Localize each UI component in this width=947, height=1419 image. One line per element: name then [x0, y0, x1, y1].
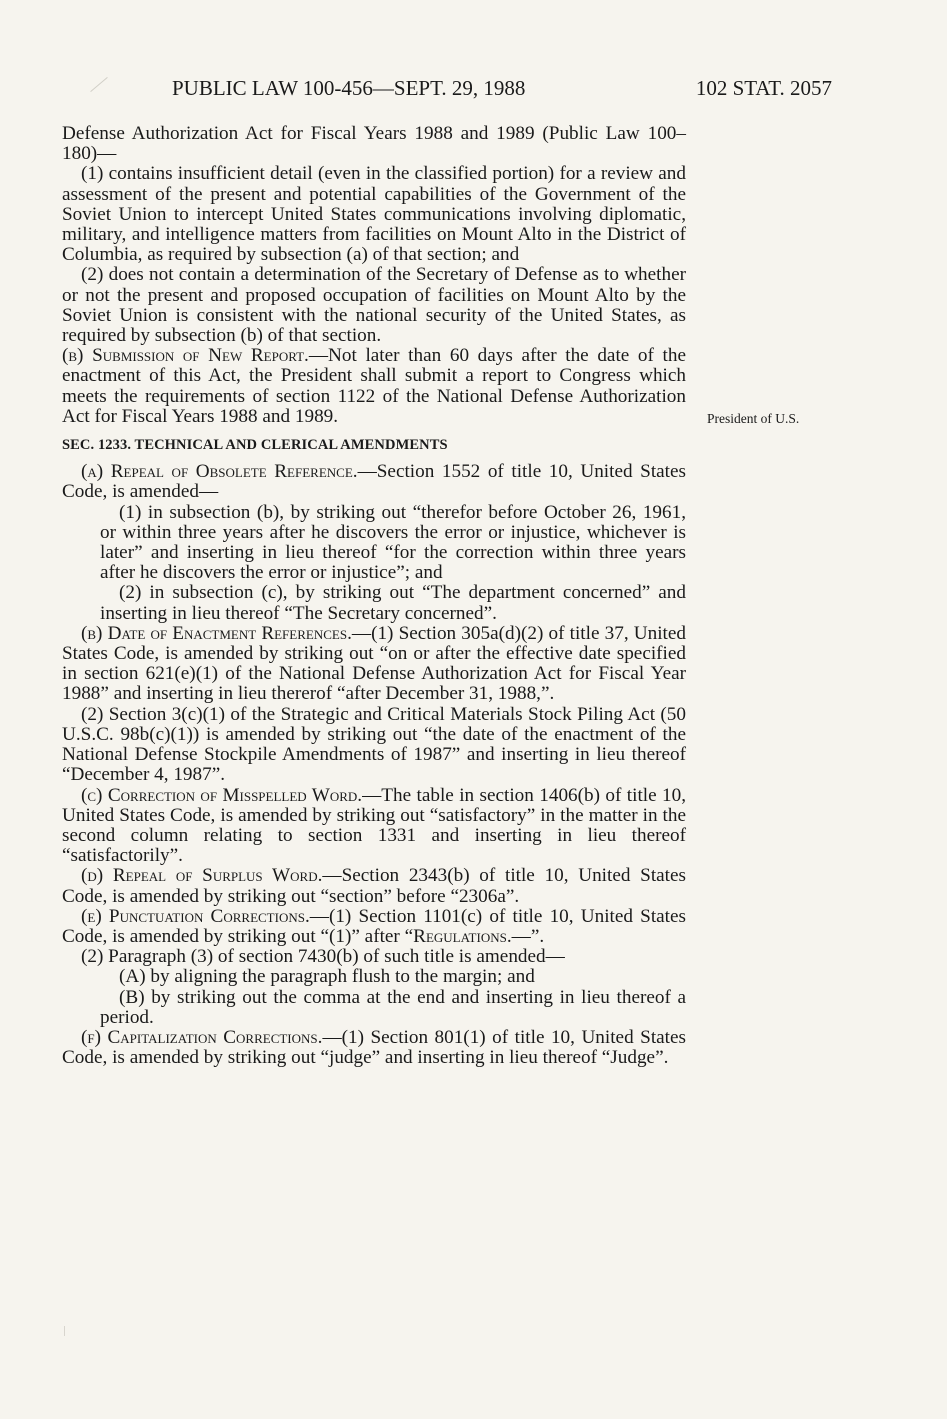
paragraph-item-a: (A) by aligning the paragraph flush to the margin; and [119, 966, 535, 988]
margin-note: President of U.S. [707, 411, 800, 426]
paragraph-date-enactment [62, 624, 686, 705]
subsection-heading: (a) Repeal of Obsolete Reference. [81, 461, 358, 483]
paragraph-capitalization [62, 1028, 686, 1068]
section-heading: SEC. 1233. TECHNICAL AND CLERICAL AMENDMENTS [62, 437, 448, 454]
subsection-heading: (c) Correction of Misspelled Word. [81, 784, 363, 806]
header-law-date: PUBLIC LAW 100-456—SEPT. 29, 1988 [172, 76, 526, 100]
paragraph-stock-piling: (2) Section 3(c)(1) of the Strategic and Critical Materials Stock Piling Act (50 U.S.C. 98b(c)(1)) is amended by striking out “the date of the enactment of the National Defense Stockpile Amendments of 1987” and inserting in lieu thereof “December 4, 1987”. [62, 703, 686, 786]
header-stat-page: 102 STAT. 2057 [695, 76, 832, 100]
subsection-text: —(1) Section 305a(d)(2) of title 37, United States Code, is amended by striking out “on or after the effective date specified in section 621(e)(1) of the National Defense Authorization Act for Fiscal Year 1988” and inserting in lieu thererof “after December 31, 1988,”. [62, 622, 686, 705]
subsection-text: —Section 2343(b) of title 10, United States Code, is amended by striking out “section” before “2306a”. [62, 865, 686, 907]
subsection-heading: (d) Repeal of Surplus Word. [81, 865, 323, 887]
subsection-text: —(1) Section 1101(c) of title 10, United States Code, is amended by striking out “(1)” after “ [62, 905, 686, 947]
subsection-text: —The table in section 1406(b) of title 10, United States Code, is amended by striking out “satisfactory” in the matter in the second column relating to section 1331 and inserting in lieu thereof “satisfactorily”. [62, 784, 687, 867]
paragraph-item-1: (1) in subsection (b), by striking out “therefor before October 26, 1961, or within three years after he discovers the error or injustice, whichever is later” and inserting in lieu thereof “for the correction within three years after he discovers the error or injustice”; and [100, 501, 686, 584]
subsection-heading: (b) Date of Enactment References. [81, 622, 352, 644]
subsection-text-end: —”. [511, 925, 545, 947]
paragraph-item-2: (2) does not contain a determination of the Secretary of Defense as to whether or not the present and proposed occupation of facilities on Mount Alto by the Soviet Union is consistent with the national security of the United States, as required by subsection (b) of that section. [62, 264, 686, 347]
scan-mark-slash [90, 77, 107, 92]
subsection-text: —(1) Section 801(1) of title 10, United States Code, is amended by striking out “judge” and inserting in lieu thereof “Judge”. [62, 1026, 686, 1069]
paragraph-punctuation [62, 907, 686, 947]
paragraph-item-b: (B) by striking out the comma at the end and inserting in lieu thereof a period. [100, 986, 686, 1028]
paragraph-item-2: (2) in subsection (c), by striking out “The department concerned” and inserting in lieu thereof “The Secretary concerned”. [100, 582, 686, 624]
paragraph-misspelled [62, 786, 686, 867]
paragraph-submission [62, 346, 686, 427]
paragraph-continuation: Defense Authorization Act for Fiscal Years 1988 and 1989 (Public Law 100–180)— [62, 123, 686, 165]
scan-mark-tick [64, 1326, 65, 1336]
subsection-heading: (e) Punctuation Corrections. [81, 905, 310, 927]
regulations-term: Regulations. [413, 925, 512, 947]
document-body [62, 124, 686, 1068]
paragraph-item-1: (1) contains insufficient detail (even in the classified portion) for a review and assessment of the present and potential capabilities of the Government of the Soviet Union to intercept United States communications involving diplomatic, military, and intelligence matters from facilities on Mount Alto in the District of Columbia, as required by subsection (a) of that section; and [62, 163, 686, 266]
paragraph-repeal [62, 462, 686, 502]
subsection-text: —Section 1552 of title 10, United States Code, is amended— [62, 461, 686, 503]
subsection-heading: (f) Capitalization Corrections. [81, 1026, 323, 1048]
subsection-text: —Not later than 60 days after the date of the enactment of this Act, the President shall submit a report to Congress which meets the requirements of section 1122 of the National Defense Authorization Act for Fiscal Years 1988 and 1989. [62, 345, 686, 427]
subsection-heading: (b) Submission of New Report. [62, 345, 309, 367]
paragraph-surplus [62, 866, 686, 906]
paragraph-7430: (2) Paragraph (3) of section 7430(b) of such title is amended— [81, 946, 565, 968]
